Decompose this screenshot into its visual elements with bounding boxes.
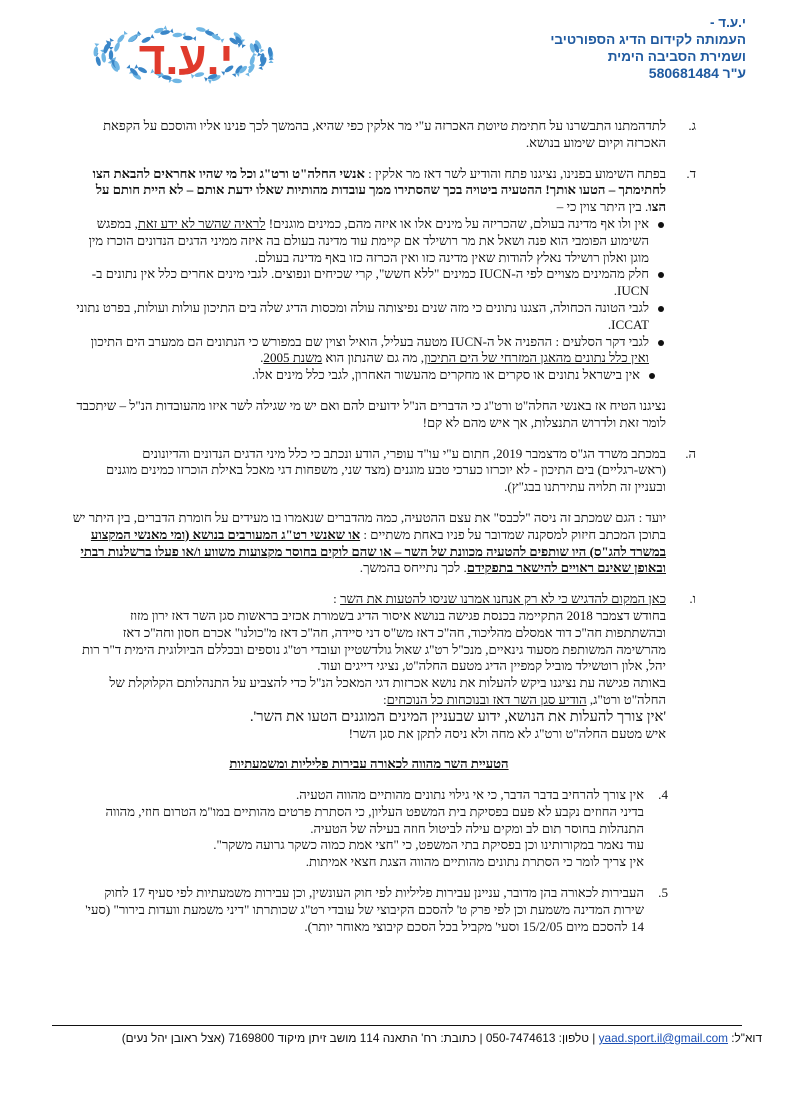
organization-header — [466, 14, 746, 82]
item-mark: ו. — [689, 591, 696, 607]
phone: טלפון: 050-7474613 — [485, 1031, 589, 1045]
item-d — [72, 166, 696, 216]
item-v-meeting: בחודש דצמבר 2018 התקיימה בכנסת פגישה בנושא איסור הדיג בשמורת אכזיב בראשות סגן השר דאז ירון מזוז ובהשתתפות חה"כ דוד אמסלם מהליכוד, חה"כ דאז מש"ס דני סיידה, חה"כ דאז מ"כולנו" אכרם חסון וחה"כ דאז מהרשימה המשותפת מסעוד גינאיים, מנכ"ל רט"ג שאול גולדשטיין ועובדי רט"ג נוספים ובכללם הביולוגית הימית ד"ר רות יהל, אלון רוטשילד מוביל קמפיין הדיג מטעם החלה"ט, נציגי דייגים ועוד. — [82, 607, 666, 674]
registration-prefix: ע"ר — [722, 65, 746, 81]
yaad-logo — [78, 20, 288, 90]
address: כתובת: רח' התאנה 114 מושב זיתן מיקוד 7169800 (אצל ראובן יהל נעים) — [121, 1031, 477, 1045]
registration-number: 580681484 — [648, 65, 719, 81]
bullet-item: חלק מהמינים מצויים לפי ה-IUCN כמינים "ללא חשש", קרי שכיחים ונפוצים. לגבי מינים אחרים כלל אין נתונים ב-IUCN. — [72, 266, 696, 300]
bullet-item: לגבי דקר הסלעים : ההפניה אל ה-IUCN מטעה בעליל, הואיל וצוין שם במפורש כי הנתונים הם ממערב הים התיכון ואין כלל נתונים מהאגן המזרחי של הים התיכון, מה גם שהנתון הוא משנת 2005. — [72, 334, 696, 368]
item-d-summary: נציגנו הטיח אז באנשי החלה"ט ורט"ג כי הדברים הנ"ל ידועים להם ואם יש מי שגילה לשר איזו מהעובדות הנ"ל – שיתכבד לומר זאת ולדרוש התנצלות, אך איש מהם לא קם! — [76, 397, 666, 430]
deputy-minister-quote: 'אין צורך להעלות את הנושא, ידוע שבעניין המינים המוגנים הטעו את השר'. — [249, 708, 666, 725]
bullet-dot — [658, 272, 664, 278]
letter-body — [72, 118, 696, 935]
fish-icon — [93, 43, 100, 57]
fish-icon — [116, 31, 128, 44]
item-d-intro: בפתח השימוע בפנינו, נציגנו פתח והודיע לשר דאז מר אלקין : — [364, 165, 666, 181]
org-name-line3: ושמירת הסביבה הימית — [607, 49, 746, 64]
org-name-line1: י.ע.ד - — [709, 15, 746, 30]
fish-icon — [103, 38, 114, 52]
footer-contact: דוא"ל: yaad.sport.il@gmail.com | טלפון: 050-7474613 | כתובת: רח' התאנה 114 מושב זיתן מיקוד 7169800 (אצל ראובן יהל נעים) — [121, 1031, 762, 1045]
item-v-lead: כאן המקום להדגיש כי לא רק אנחנו אמרנו שניסו להטעות את השר — [340, 591, 666, 607]
bullet-dot — [649, 373, 655, 379]
item-5: 5. העבירות לכאורה בהן מדובר, עניינן עבירות פליליות לפי חוק העונשין, וכן עבירות משמעתיות לפי סעיף 17 לחוק שירות המדינה משמעת וכן לפי פרק ט' להסכם הקיבוצי של עובדי רט"ג שכותרתו "דיני משמעת וועדות בירור" (סעי' 14 להסכם מיום 15/2/05 וסעי' מקביל בכל הסכם קיבוצי מאוחר יותר). — [85, 885, 668, 934]
section-heading: הטעיית השר מהווה לכאורה עבירות פליליות ומשמעתיות — [229, 756, 509, 772]
item-h-text: במכתב משרד הג"ס מדצמבר 2019, חתום ע"י עו"ד עופרי, הודע ונכתב כי כלל מיני הדגים הנדונים והדיונונים (ראש-רגליים) בים התיכון - לא יוכרזו כערכי טבע מוגנים (מצד שני, משפחות דגי מאכל באילת הוכרזו כמינים מוגנים ובעניין זה תלויה עתירתנו בבג"ץ). — [106, 445, 666, 495]
bullet-dot — [658, 222, 664, 228]
item-mark: ה. — [685, 445, 696, 461]
org-name-line2: העמותה לקידום הדיג הספורטיבי — [550, 32, 746, 47]
email-label: דוא"ל: — [731, 1031, 762, 1045]
item-number: 5. — [658, 885, 668, 901]
item-d-intro-end: . בין היתר צוין כי – — [556, 199, 649, 215]
item-d-accusation: אנשי החלה"ט ורט"ג וכל מי שהיו אחראים להבאת הצו לחתימתך – הטעו אותך! ההטעיה ביטויה בכך שהסתירו ממך עובדות מהותיות שאלו ידעת אותם – לא היית חותם על הצו — [92, 165, 666, 215]
email-link[interactable]: yaad.sport.il@gmail.com — [598, 1031, 728, 1045]
item-v: ו. כאן המקום להדגיש כי לא רק אנחנו אמרנו שניסו להטעות את השר : בחודש דצמבר 2018 התקיימה בכנסת פגישה בנושא איסור הדיג בשמורת אכזיב בראשות סגן השר דאז ירון מזוז ובהשתתפות חה"כ דוד אמסלם מהליכוד, חה"כ דאז מש"ס דני סיידה, חה"כ דאז מ"כולנו" אכרם חסון וחה"כ דאז מהרשימה המשותפת מסעוד גינאיים, מנכ"ל רט"ג שאול גולדשטיין ועובדי רט"ג נוספים ובכללם הביולוגית הימית ד"ר רות יהל, אלון רוטשילד מוביל קמפיין הדיג מטעם החלה"ט, נציגי דייגים ועוד. באותה פגישה עת נציגנו ביקש להעלות את נושא אכרזות דגי המאכל הנ"ל כדי להצביע על התנהלותם הקלוקלת של החלה"ט ורט"ג, הודיע סגן השר דאז ובנוכחות כל הנוכחים: 'אין צורך להעלות את הנושא, ידוע שבעניין המינים המוגנים הטעו את השר'. איש מטעם החלה"ט ורט"ג לא מחה ולא ניסה לתקן את סגן השר! — [72, 591, 696, 742]
item-h — [72, 446, 696, 496]
logo-text: י.ע.ד — [138, 32, 234, 84]
bullet-item: אין ולו אף מדינה בעולם, שהכריזה על מינים אלו או איזה מהם, כמינים מוגנים! לראיה שהשר לא ידע זאת, במפגש השימוע הפומבי הוא פנה ושאל את מר רושילד אם קיימת עוד מדינה בעולם בה איזה ממיני הדגים הנדונים הוכרז מין מוגן ואלון רושילד נאלץ להודות שאין מדינה כזו ואין הכרזה כזו באף מדינה בעולם. — [72, 216, 696, 266]
item-mark: ד. — [686, 165, 696, 181]
bullet-item: אין בישראל נתונים או סקרים או מחקרים מהעשור האחרון, לגבי כלל מינים אלו. — [72, 367, 696, 384]
yaad-comment: יועד : הגם שמכתב זה ניסה "לכבס" את עצם ההטעיה, כמה מהדברים שנאמרו בו מעידים על חומרת הדברים, בין היתר יש בתוכן המכתב חיזוק למסקנה שמדובר על פניו באחת משתיים : או שאנשי רט"ג המעורבים בנושא (ומי מאנשי המקצוע במשרד להג"ס) היו שותפים להטעיה מכוונת של השר – או שהם לוקים בחוסר מקצועות משווע ו/או פעלו ברשלנות רבתי ובאופן שאינם ראויים להישאר בתפקידם. לכך נתייחס בהמשך. — [72, 509, 666, 576]
item-4: 4. אין צורך להרחיב בדבר הדבר, כי אי גילוי נתונים מהותיים מהווה הטעיה. בדיני החוזים נקבע לא פעם בפסיקת בית המשפט העליון, כי הסתרת פרטים מהותיים במו"מ הטרום חוזי, מהווה התנהלות בחוסר תום לב ומקים עילה לביטול חוזה בעילה של הטעיה. עוד נאמר במקורותינו וכן בפסיקת בתי המשפט, כי "חצי אמת כמוה כשקר גרועה משקר". אין צריך לומר כי הסתרת נתונים מהותיים מהווה הצגת חצאי אמיתות. — [105, 787, 668, 870]
item-g — [72, 118, 696, 152]
item-mark: ג. — [688, 118, 696, 133]
item-g-text: לתדהמתנו התבשרנו על חתימת טיוטת האכרזה ע"י מר אלקין כפי שהיא, בהמשך לכך פנינו אליו והוסכם על הקפאת האכרזה וקיום שימוע בנושא. — [103, 118, 666, 150]
registration-line — [466, 65, 746, 82]
footer-divider — [52, 1025, 742, 1026]
bullet-item: לגבי הטונה הכחולה, הצגנו נתונים כי מזה שנים נפיצותה עולה ומכסות הדיג שלה בים התיכון עולות ועולות, בפרט נתוני ICCAT. — [72, 300, 696, 334]
bullet-dot — [658, 306, 664, 312]
item-number: 4. — [658, 787, 668, 803]
bullet-dot — [658, 340, 664, 346]
